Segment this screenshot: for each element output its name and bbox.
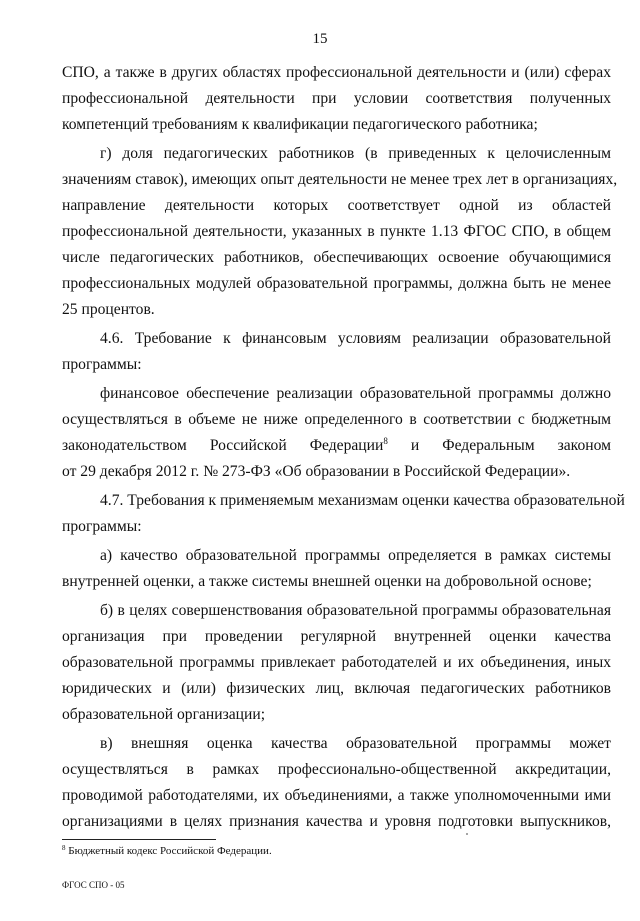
- body-text: [62, 60, 625, 835]
- text-line: осуществляться в рамках профессионально-общественной аккредитации,: [62, 761, 611, 778]
- text-line: осуществляться в объеме не ниже определенного в соответствии с бюджетным: [62, 411, 611, 428]
- text-line: компетенций требованиям к квалификации педагогического работника;: [62, 116, 538, 133]
- text-line: внутренней оценки, а также системы внешней оценки на добровольной основе;: [62, 573, 592, 590]
- text-line: направление деятельности которых соответствует одной из областей: [62, 197, 611, 214]
- document-code: ФГОС СПО - 05: [62, 880, 125, 890]
- page-number: 15: [312, 31, 328, 47]
- footnote-text: Бюджетный кодекс Российской Федерации.: [68, 845, 272, 857]
- text-line: организация при проведении регулярной внутренней оценки качества: [62, 628, 611, 645]
- footnote-marker: 8: [383, 436, 388, 446]
- text-line: проводимой работодателями, их объединениями, а также уполномоченными ими: [62, 787, 611, 804]
- text-line: финансовое обеспечение реализации образовательной программы должно: [100, 385, 611, 402]
- footnote: [62, 844, 272, 858]
- text-line: профессиональной деятельности, указанных в пункте 1.13 ФГОС СПО, в общем: [62, 223, 611, 240]
- text-line: а) качество образовательной программы определяется в рамках системы: [100, 547, 611, 564]
- text-line: 4.6. Требование к финансовым условиям реализации образовательной: [100, 330, 611, 347]
- footnote-divider: [62, 839, 216, 840]
- text-line: 25 процентов.: [62, 301, 155, 318]
- scan-speck: [466, 833, 468, 835]
- text-line: 4.7. Требования к применяемым механизмам оценки качества образовательной: [100, 492, 625, 509]
- text-line: профессиональных модулей образовательной программы, должна быть не менее: [62, 275, 611, 292]
- text-line: г) доля педагогических работников (в приведенных к целочисленным: [100, 145, 611, 162]
- text-line: профессиональной деятельности при условии соответствия полученных: [62, 90, 611, 107]
- text-line: программы:: [62, 518, 142, 535]
- text-line: программы:: [62, 356, 142, 373]
- text-line: в) внешняя оценка качества образовательной программы может: [100, 735, 611, 752]
- text-line: образовательной организации;: [62, 706, 266, 723]
- text-line-with-footnote: [62, 433, 611, 459]
- text-line: образовательной программы привлекает работодателей и их объединения, иных: [62, 654, 611, 671]
- text-line: б) в целях совершенствования образовательной программы образовательная: [100, 602, 611, 619]
- text-line: организациями в целях признания качества и уровня подготовки выпускников,: [62, 813, 611, 830]
- text-fragment: законодательством Российской Федерации: [62, 437, 384, 454]
- text-line: значениям ставок), имеющих опыт деятельности не менее трех лет в организациях,: [62, 171, 618, 188]
- text-line: от 29 декабря 2012 г. № 273-ФЗ «Об образовании в Российской Федерации».: [62, 463, 571, 480]
- text-line: числе педагогических работников, обеспечивающих освоение обучающимися: [62, 249, 611, 266]
- footnote-number: 8: [62, 844, 66, 852]
- text-fragment: и Федеральным законом: [410, 437, 611, 454]
- text-line: СПО, а также в других областях профессиональной деятельности и (или) сферах: [62, 64, 611, 81]
- text-line: юридических и (или) физических лиц, включая педагогических работников: [62, 680, 611, 697]
